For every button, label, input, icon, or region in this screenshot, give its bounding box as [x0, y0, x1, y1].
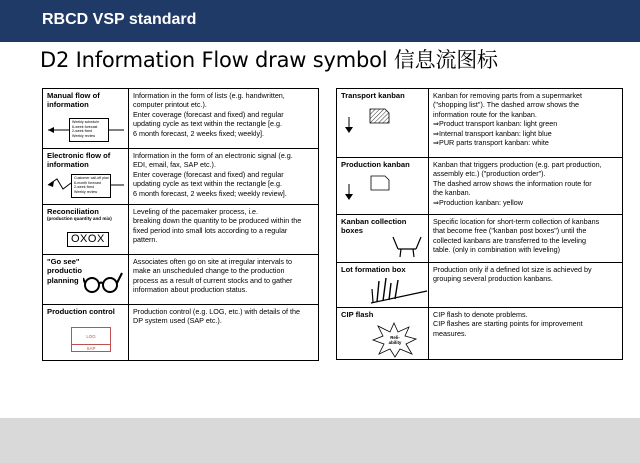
header-title: RBCD VSP standard [42, 11, 197, 28]
lot-formation-box-icon [367, 275, 429, 307]
symbol-name-cell [43, 89, 129, 149]
symbol-name-cell [43, 305, 129, 361]
symbol-name: CIP flash [341, 310, 374, 319]
symbol-name: Manual flow of [47, 91, 100, 100]
symbol-name: productio [47, 266, 83, 276]
symbol-name: planning [47, 275, 79, 285]
symbol-description-cell: Production only if a defined lot size is achieved by grouping several production kanbans. [429, 263, 623, 308]
glasses-icon [83, 270, 123, 298]
right-symbol-table [336, 88, 623, 360]
table-row [43, 149, 319, 205]
table-row [43, 255, 319, 305]
symbol-name-cell [337, 308, 429, 360]
symbol-description-cell: Kanban for removing parts from a supermarket ("shopping list"). The dashed arrow shows the information route for the kanban. ⇒Product transport kanban: light green ⇒Internal transport kanban: light blue ⇒PUR parts transport kanban: white [429, 89, 623, 158]
header-bar [0, 0, 640, 42]
symbol-name-cell [337, 263, 429, 308]
symbol-name: Transport kanban [341, 91, 405, 100]
symbol-name: Production kanban [341, 160, 410, 169]
symbol-name: Kanban collection [341, 217, 407, 226]
symbol-name: Lot formation box [341, 265, 406, 274]
symbol-name: "Go see" [47, 257, 80, 266]
symbol-name-cell [337, 158, 429, 215]
kanban-post-box-icon [391, 235, 425, 261]
symbol-name-cell [43, 255, 129, 305]
production-kanban-icon [343, 172, 393, 208]
reconciliation-oxox-icon: OXOX [67, 232, 109, 247]
symbol-name-cell [337, 215, 429, 263]
table-row [43, 205, 319, 255]
symbol-description-cell: CIP flash to denote problems. CIP flashes are starting points for improvement measures. [429, 308, 623, 360]
symbol-description-cell: Production control (e.g. LOG, etc.) with details of the DP system used (SAP etc.). [129, 305, 319, 361]
symbol-note: (production quantity and mix) [47, 216, 112, 222]
table-row [337, 215, 623, 263]
left-symbol-table [42, 88, 319, 361]
symbol-name: Production control [47, 307, 115, 316]
symbol-description-cell: Associates often go on site at irregular intervals to make an unscheduled change to the production process as a result of current stocks and to gather information about production status. [129, 255, 319, 305]
manual-flow-icon: Weekly schedule 6-week forecast 2-week fixed Weekly review [47, 118, 125, 142]
table-row [337, 308, 623, 360]
table-row [337, 158, 623, 215]
electronic-flow-icon: Customer call-off plan 6-month forecast 2-week fixed Weekly review [47, 173, 125, 199]
cip-flash-icon: Reli-ability [371, 322, 417, 358]
symbol-name-cell [337, 89, 429, 158]
symbol-description-cell: Kanban that triggers production (e.g. part production, assembly etc.) ("production order"). The dashed arrow shows the information route for the kanban. ⇒Production kanban: yellow [429, 158, 623, 215]
table-row [337, 263, 623, 308]
footer-bar [0, 418, 640, 463]
symbol-description-cell: Specific location for short-term collection of kanbans that become free ("kanban post boxes") until the collected kanbans are transferred to the leveling table. (only in combination with leveling) [429, 215, 623, 263]
symbol-name: Electronic flow of [47, 151, 111, 160]
symbol-description-cell: Leveling of the pacemaker process, i.e. breaking down the quantity to be produced within the fixed period into small lots according to a regular pattern. [129, 205, 319, 255]
symbol-name-cell [43, 149, 129, 205]
transport-kanban-icon [343, 103, 393, 137]
symbol-name: information [47, 100, 89, 110]
symbol-name: boxes [341, 226, 363, 236]
symbol-description-cell: Information in the form of an electronic signal (e.g. EDI, email, fax, SAP etc.). Enter coverage (forecast and fixed) and regular updating cycle as text within the rectangle [e.g. 6 month forecast, 2 weeks fixed; weekly review]. [129, 149, 319, 205]
symbol-description-cell: Information in the form of lists (e.g. handwritten, computer printout etc.). Enter coverage (forecast and fixed) and regular updating cycle as text within the rectangle [e.g. 6 month forecast, 2 weeks fixed; weekly]. [129, 89, 319, 149]
table-row [43, 89, 319, 149]
table-row [43, 305, 319, 361]
symbol-name-cell [43, 205, 129, 255]
symbol-name: information [47, 160, 89, 170]
table-row [337, 89, 623, 158]
page-title: D2 Information Flow draw symbol 信息流图标 [40, 48, 498, 72]
symbol-name: Reconciliation [47, 207, 99, 216]
production-control-icon: LOG SAP [71, 327, 111, 352]
